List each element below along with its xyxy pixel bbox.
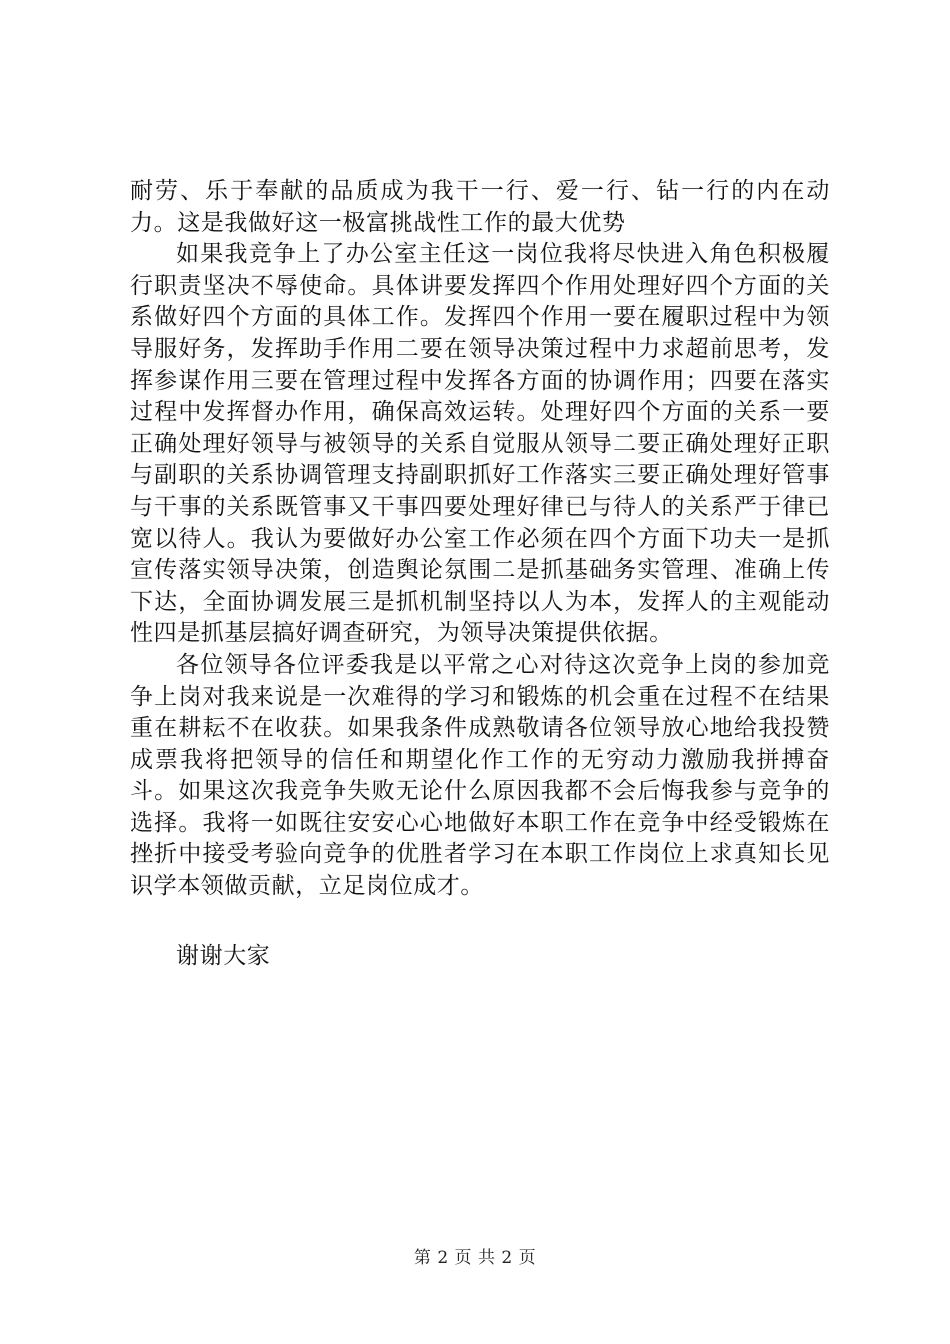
closing-thanks: 谢谢大家 (176, 943, 271, 969)
document-body (130, 176, 830, 903)
paragraph-attitude: 各位领导各位评委我是以平常之心对待这次竞争上岗的参加竞争上岗对我来说是一次难得的学习和锻炼的机会重在过程不在结果重在耕耘不在收获。如果我条件成熟敬请各位领导放心地给我投赞成票我将把领导的信任和期望化作工作的无穷动力激励我拼搏奋斗。如果这次我竞争失败无论什么原因我都不会后悔我参与竞争的选择。我将一如既往安安心心地做好本职工作在竞争中经受锻炼在挫折中接受考验向竞争的优胜者学习在本职工作岗位上求真知长见识学本领做贡献，立足岗位成才。 (130, 651, 830, 900)
page-footer: 第 2 页 共 2 页 (413, 1248, 537, 1268)
paragraph-continuation: 耐劳、乐于奉献的品质成为我干一行、爱一行、钻一行的内在动力。这是我做好这一极富挑战性工作的最大优势 (130, 178, 830, 236)
paragraph-duties: 如果我竞争上了办公室主任这一岗位我将尽快进入角色积极履行职责坚决不辱使命。具体讲要发挥四个作用处理好四个方面的关系做好四个方面的具体工作。发挥四个作用一要在履职过程中为领导服好务，发挥助手作用二要在领导决策过程中力求超前思考，发挥参谋作用三要在管理过程中发挥各方面的协调作用；四要在落实过程中发挥督办作用，确保高效运转。处理好四个方面的关系一要正确处理好领导与被领导的关系自觉服从领导二要正确处理好正职与副职的关系协调管理支持副职抓好工作落实三要正确处理好管事与干事的关系既管事又干事四要处理好律已与待人的关系严于律已宽以待人。我认为要做好办公室工作必须在四个方面下功夫一是抓宣传落实领导决策，创造舆论氛围二是抓基础务实管理、准确上传下达，全面协调发展三是抓机制坚持以人为本，发挥人的主观能动性四是抓基层搞好调查研究，为领导决策提供依据。 (130, 241, 830, 647)
